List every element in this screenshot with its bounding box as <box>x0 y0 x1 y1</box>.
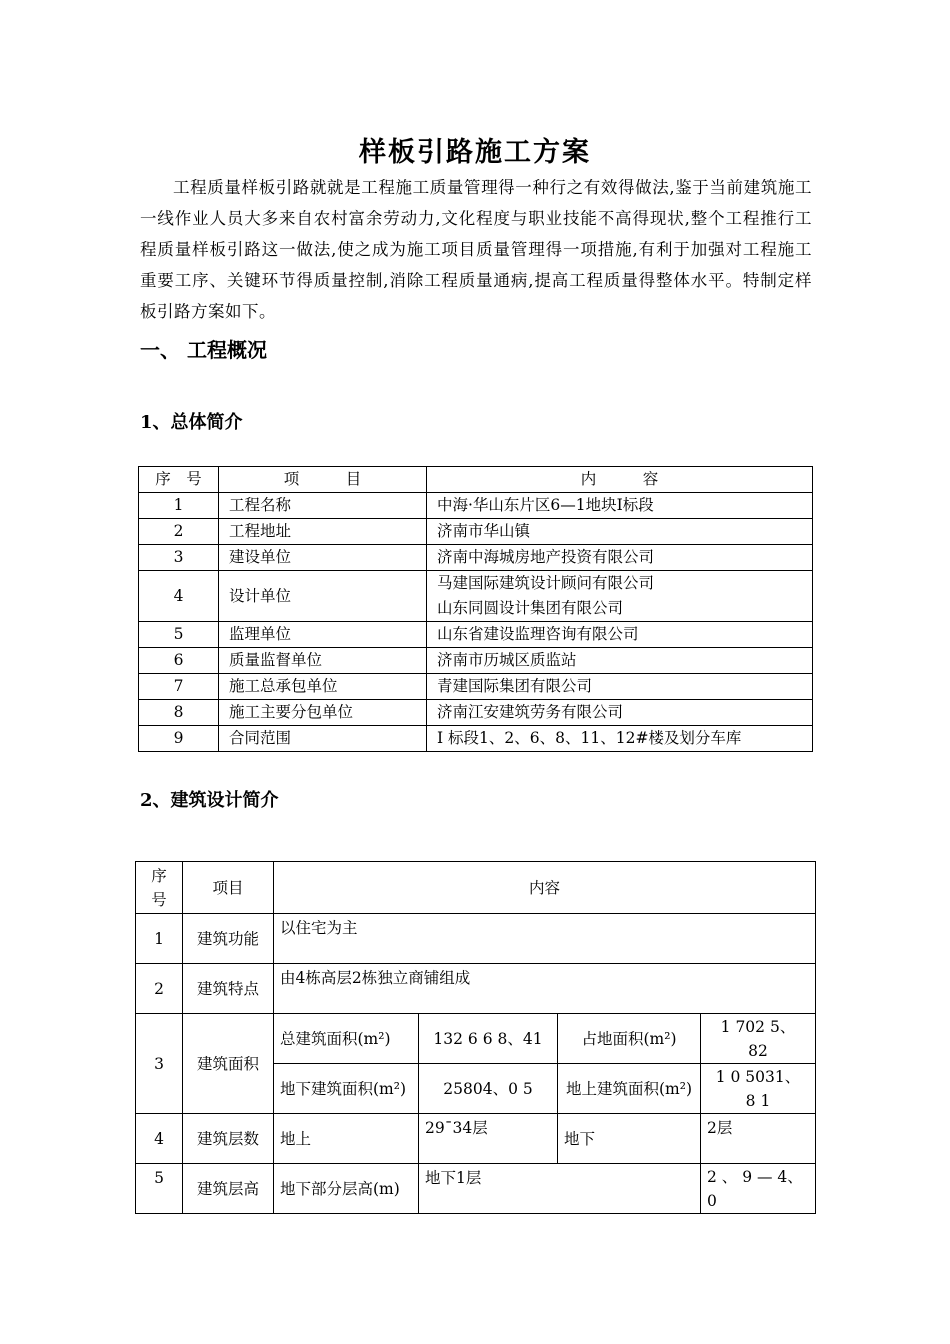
table-header-row <box>136 862 816 914</box>
table-row <box>139 493 813 519</box>
row-content-line: 山东同圆设计集团有限公司 <box>437 599 624 617</box>
row-item: 建设单位 <box>219 545 427 571</box>
row-content <box>427 571 813 622</box>
intro-paragraph <box>140 172 812 327</box>
table-row <box>136 1164 816 1214</box>
subsection-heading-design: 2、建筑设计简介 <box>140 790 279 811</box>
table-row <box>139 726 813 752</box>
floor-height-label: 地下部分层高(m) <box>274 1164 419 1214</box>
row-content-line: 青建国际集团有限公司 <box>437 677 593 695</box>
row-item: 施工主要分包单位 <box>219 700 427 726</box>
row-content <box>427 545 813 571</box>
row-content: 由4栋高层2栋独立商铺组成 <box>274 964 816 1014</box>
general-info-table <box>138 466 813 752</box>
row-no: 5 <box>136 1164 183 1214</box>
row-no: 2 <box>139 519 219 545</box>
intro-text: 工程质量样板引路就就是工程施工质量管理得一种行之有效得做法,鉴于当前建筑施工一线作业人员大多来自农村富余劳动力,文化程度与职业技能不高得现状,整个工程推行工程质量样板引路这一做法,使之成为施工项目质量管理得一项措施,有利于加强对工程施工重要工序、关键环节得质量控制,消除工程质量通病,提高工程质量得整体水平。特制定样板引路方案如下。 <box>140 178 812 321</box>
row-no: 1 <box>139 493 219 519</box>
table-row <box>136 1014 816 1064</box>
row-content <box>427 674 813 700</box>
aboveground-area-value: 1 0 5031、8 1 <box>701 1064 816 1114</box>
subsection-heading-general: 1、总体简介 <box>140 412 243 433</box>
floor-height-extra: 2 、 9 — 4、0 <box>701 1164 816 1214</box>
row-content-line: 济南市历城区质监站 <box>437 651 577 669</box>
row-content <box>427 700 813 726</box>
document-title: 样板引路施工方案 <box>359 137 591 168</box>
land-area-value: 1 702 5、82 <box>701 1014 816 1064</box>
row-content-line: Ⅰ 标段1、2、6、8、11、12#楼及划分车库 <box>437 729 742 747</box>
table-row <box>139 519 813 545</box>
row-item: 监理单位 <box>219 622 427 648</box>
row-content-line: 马建国际建筑设计顾问有限公司 <box>437 574 655 592</box>
header-content: 内 容 <box>427 467 813 493</box>
table-row <box>139 700 813 726</box>
table-row <box>139 648 813 674</box>
row-content-line: 山东省建设监理咨询有限公司 <box>437 625 639 643</box>
underground-area-label: 地下建筑面积(m²) <box>274 1064 419 1114</box>
header-item: 项目 <box>183 862 274 914</box>
row-item: 建筑层数 <box>183 1114 274 1164</box>
row-item: 建筑特点 <box>183 964 274 1014</box>
underground-area-value: 25804、0 5 <box>419 1064 558 1114</box>
row-content <box>427 519 813 545</box>
row-no: 4 <box>136 1114 183 1164</box>
row-item: 建筑面积 <box>183 1014 274 1114</box>
table-row <box>136 1114 816 1164</box>
table-row <box>136 964 816 1014</box>
row-no: 3 <box>136 1014 183 1114</box>
row-no: 5 <box>139 622 219 648</box>
row-no: 3 <box>139 545 219 571</box>
row-no: 4 <box>139 571 219 622</box>
row-content <box>427 648 813 674</box>
table-row <box>139 571 813 622</box>
total-area-label: 总建筑面积(m²) <box>274 1014 419 1064</box>
table-row <box>139 622 813 648</box>
above-ground-value: 29¯34层 <box>419 1114 558 1164</box>
row-no: 8 <box>139 700 219 726</box>
row-item: 建筑层高 <box>183 1164 274 1214</box>
row-content <box>427 493 813 519</box>
row-no: 9 <box>139 726 219 752</box>
floor-height-value: 地下1层 <box>419 1164 701 1214</box>
design-info-table <box>135 861 816 1214</box>
row-item: 合同范围 <box>219 726 427 752</box>
section-heading-overview: 一、 工程概况 <box>140 338 267 362</box>
row-content-line: 济南中海城房地产投资有限公司 <box>437 548 655 566</box>
header-no: 序号 <box>136 862 183 914</box>
row-no: 7 <box>139 674 219 700</box>
row-content-line: 中海·华山东片区6—1地块Ⅰ标段 <box>437 496 654 514</box>
row-no: 6 <box>139 648 219 674</box>
row-content <box>427 726 813 752</box>
header-no: 序 号 <box>139 467 219 493</box>
header-item: 项 目 <box>219 467 427 493</box>
row-item: 设计单位 <box>219 571 427 622</box>
header-content: 内容 <box>274 862 816 914</box>
row-content <box>427 622 813 648</box>
table-row <box>136 914 816 964</box>
total-area-value: 132 6 6 8、41 <box>419 1014 558 1064</box>
below-ground-label: 地下 <box>558 1114 701 1164</box>
table-row <box>139 545 813 571</box>
row-no: 2 <box>136 964 183 1014</box>
table-header-row <box>139 467 813 493</box>
row-content-line: 济南江安建筑劳务有限公司 <box>437 703 624 721</box>
row-item: 工程名称 <box>219 493 427 519</box>
row-item: 工程地址 <box>219 519 427 545</box>
row-content-line: 济南市华山镇 <box>437 522 531 540</box>
aboveground-area-label: 地上建筑面积(m²) <box>558 1064 701 1114</box>
table-row <box>139 674 813 700</box>
row-item: 施工总承包单位 <box>219 674 427 700</box>
row-no: 1 <box>136 914 183 964</box>
row-item: 质量监督单位 <box>219 648 427 674</box>
land-area-label: 占地面积(m²) <box>558 1014 701 1064</box>
below-ground-value: 2层 <box>701 1114 816 1164</box>
row-content: 以住宅为主 <box>274 914 816 964</box>
above-ground-label: 地上 <box>274 1114 419 1164</box>
row-item: 建筑功能 <box>183 914 274 964</box>
